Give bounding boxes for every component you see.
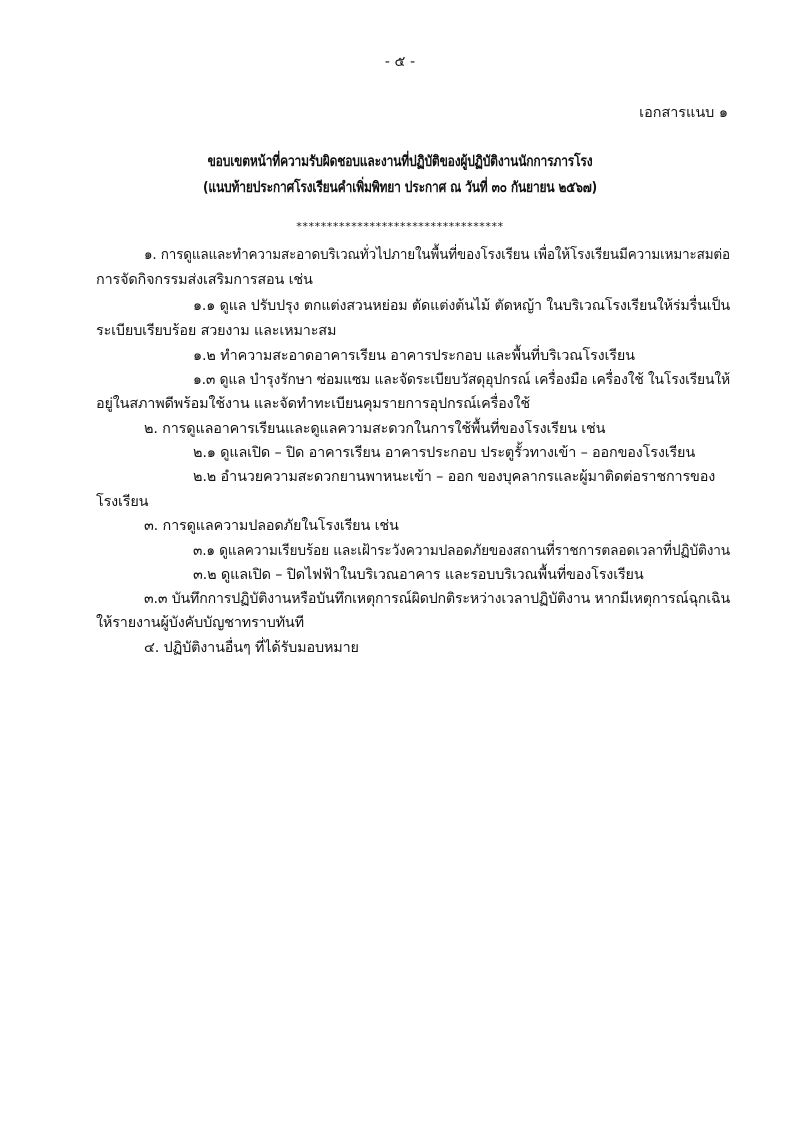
item-3-1: ๓.๑ ดูแลความเรียบร้อย และเฝ้าระวังความปลอดภัยของสถานที่ราชการตลอดเวลาที่ปฏิบัติงาน — [193, 543, 730, 559]
item-3-2: ๓.๒ ดูแลเปิด – ปิดไฟฟ้าในบริเวณอาคาร และรอบบริเวณพื้นที่ของโรงเรียน — [193, 567, 644, 583]
document-title-line-2: (แนบท้ายประกาศโรงเรียนคำเพิ่มพิทยา ประกาศ ณ วันที่ ๓๐ กันยายน ๒๕๖๗) — [203, 179, 597, 196]
item-3-3-line-2: ให้รายงานผู้บังคับบัญชาทราบทันที — [96, 615, 304, 631]
separator-stars: ********************************** — [296, 220, 504, 233]
item-3: ๓. การดูแลความปลอดภัยในโรงเรียน เช่น — [144, 518, 399, 534]
item-1-line-2: การจัดกิจกรรมส่งเสริมการสอน เช่น — [96, 272, 313, 288]
item-2-1: ๒.๑ ดูแลเปิด – ปิด อาคารเรียน อาคารประกอบ ประตูรั้วทางเข้า – ออกของโรงเรียน — [193, 445, 696, 461]
item-1-3-line-1: ๑.๓ ดูแล บำรุงรักษา ซ่อมแซม และจัดระเบียบวัสดุอุปกรณ์ เครื่องมือ เครื่องใช้ ในโรงเรียนให้ — [193, 372, 730, 388]
document-title-line-1: ขอบเขตหน้าที่ความรับผิดชอบและงานที่ปฏิบัติของผู้ปฏิบัติงานนักการภารโรง — [207, 153, 593, 170]
item-1-line-1: ๑. การดูแลและทำความสะอาดบริเวณทั่วไปภายในพื้นที่ของโรงเรียน เพื่อให้โรงเรียนมีความเหมาะสมต่อ — [144, 247, 730, 263]
item-1-1-line-2: ระเบียบเรียบร้อย สวยงาม และเหมาะสม — [96, 323, 337, 339]
item-2-2-line-2: โรงเรียน — [96, 494, 149, 510]
item-1-3-line-2: อยู่ในสภาพดีพร้อมใช้งาน และจัดทำทะเบียนคุมรายการอุปกรณ์เครื่องใช้ — [96, 396, 531, 412]
item-1-1-line-1: ๑.๑ ดูแล ปรับปรุง ตกแต่งสวนหย่อม ตัดแต่งต้นไม้ ตัดหญ้า ในบริเวณโรงเรียนให้ร่มรื่นเป็น — [193, 298, 730, 314]
item-2-2-line-1: ๒.๒ อำนวยความสะดวกยานพาหนะเข้า – ออก ของบุคลากรและผู้มาติดต่อราชการของ — [193, 469, 716, 485]
attachment-label: เอกสารแนบ ๑ — [639, 105, 728, 121]
item-1-2: ๑.๒ ทำความสะอาดอาคารเรียน อาคารประกอบ และพื้นที่บริเวณโรงเรียน — [193, 348, 635, 364]
item-2: ๒. การดูแลอาคารเรียนและดูแลความสะดวกในการใช้พื้นที่ของโรงเรียน เช่น — [144, 421, 606, 437]
item-4: ๔. ปฏิบัติงานอื่นๆ ที่ได้รับมอบหมาย — [144, 640, 359, 656]
item-3-3-line-1: ๓.๓ บันทึกการปฏิบัติงานหรือบันทึกเหตุการณ์ผิดปกติระหว่างเวลาปฏิบัติงาน หากมีเหตุการณ์ฉุกเฉิน — [144, 591, 730, 607]
page-number: - ๕ - — [384, 54, 416, 70]
